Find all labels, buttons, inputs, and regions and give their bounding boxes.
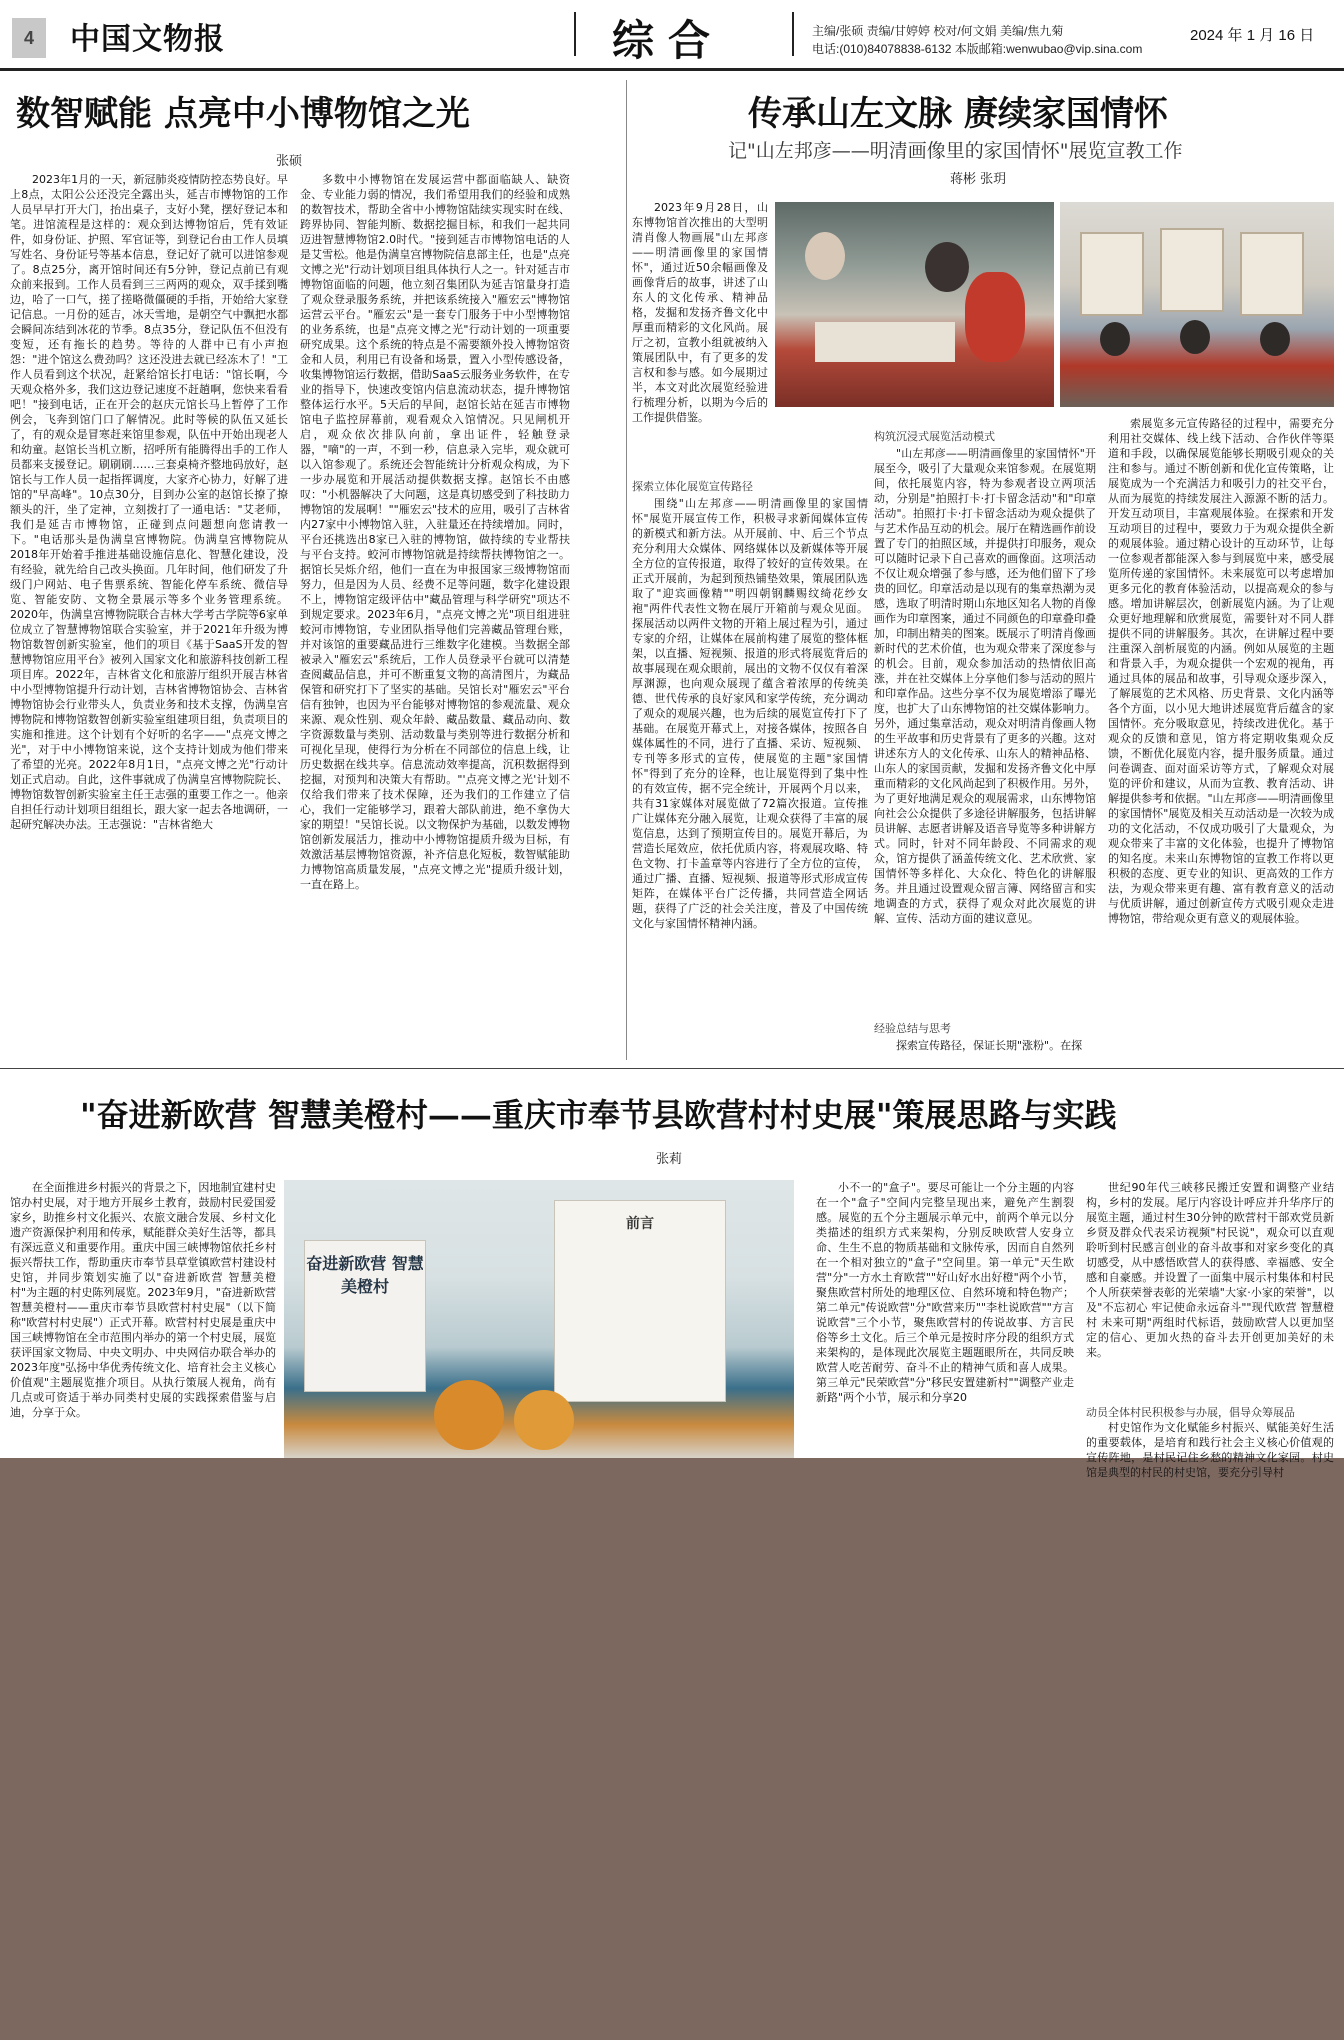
section-divider	[0, 1068, 1344, 1069]
article3-text-3: 世纪90年代三峡移民搬迁安置和调整产业结构，乡村的发展。尾厅内容设计呼应并升华序厅的展览主题，通过村生30分钟的欧营村干部欢党员新乡贤及群众代表采访视频"村民说"，观众可以直观聆听到村民感言创业的奋斗故事和对家乡变化的真切感受，从中感悟欧营人的获得感、幸福感、安全感和自豪感。并设置了一面集中展示村集体和村民个人所获荣誉表彰的光荣墙"大家·小家的荣誉"，以及"不忘初心 牢记使命永远奋斗""现代欧营 智慧橙村 未来可期"两组时代标语，鼓励欧营人以更加坚定的信心、更加火热的奋斗去开创更加美好的未来。	[1086, 1181, 1334, 1359]
preface-title: 前言	[626, 1216, 654, 1232]
article1-column-2	[300, 172, 570, 1052]
issue-date: 2024 年 1 月 16 日	[1190, 27, 1315, 44]
exhibition-photo-hall	[1060, 202, 1334, 407]
article2-column-c	[1108, 416, 1334, 1056]
article2-subtitle: 记"山左邦彦——明清画像里的家国情怀"展览宣教工作	[728, 140, 1183, 162]
contact-line: 电话:(010)84078838-6132 本版邮箱:wenwubao@vip.sina.com	[812, 42, 1143, 56]
article2-text-b-end: 探索宣传路径，保证长期"涨粉"。在探	[896, 1039, 1083, 1052]
visitor-figure	[805, 232, 845, 280]
article2-author: 蒋彬 张玥	[950, 172, 1007, 187]
article2-column-a	[632, 496, 868, 1056]
header-divider	[792, 12, 794, 56]
foreword-panel	[304, 1240, 426, 1392]
article2-column-b-end	[874, 1038, 1096, 1056]
article2-subhead-3: 经验总结与思考	[874, 1022, 951, 1035]
visitor-figure	[1260, 322, 1290, 356]
article2-title: 传承山左文脉 赓续家国情怀	[748, 94, 1168, 134]
section-title: 综合	[612, 16, 725, 65]
article2-subhead-1: 探索立体化展览宣传路径	[632, 480, 753, 493]
article3-author: 张莉	[656, 1152, 683, 1167]
visitor-figure	[965, 272, 1025, 362]
article3-column-3-end	[1086, 1420, 1334, 1479]
article3-text-1: 在全面推进乡村振兴的背景之下，因地制宜建村史馆办村史展，对于地方开展乡土教育，鼓励村民爱国爱家乡，助推乡村文化振兴、农旅文融合发展、乡村文化遗产资源保护利用和传承，赋能群众美好生活等，都具有深远意义和重要作用。重庆中国三峡博物馆依托乡村振兴帮扶工作，帮助重庆市奉节县草堂镇欧营村建设村史馆，并同步策划实施了以"奋进新欧营 智慧美橙村"为主题的村史陈列展览。2023年9月，"奋进新欧营 智慧美橙村——重庆市奉节县欧营村村史展"（以下简称"欧营村村史展"）正式开幕。欧营村村史展是重庆中国三峡博物馆在全市范围内举办的第一个村史展，展览获评国家文物局、中央文明办、中央网信办联合举办的2023年度"弘扬中华优秀传统文化、培育社会主义核心价值观"主题展览推介项目。从执行策展人视角，尚有几点或可资适于举办同类村史展的实践探索借鉴与启迪，分享于众。	[10, 1181, 276, 1419]
orange-basket	[514, 1390, 574, 1450]
article1-title: 数智赋能 点亮中小博物馆之光	[16, 94, 470, 134]
article3-column-2	[816, 1180, 1074, 1458]
orange-basket	[434, 1380, 504, 1450]
masthead: 中国文物报	[70, 22, 225, 57]
column-divider	[626, 80, 627, 1060]
page-number: 4	[12, 18, 46, 58]
article3-subhead: 动员全体村民积极参与办展，倡导众筹展品	[1086, 1406, 1295, 1419]
article1-author: 张硕	[276, 154, 303, 169]
visitor-figure	[1180, 320, 1210, 354]
portrait-frame	[1080, 232, 1144, 316]
preface-wall	[554, 1200, 726, 1402]
article2-column-b	[874, 446, 1096, 1016]
article2-text-a: 围绕"山左邦彦——明清画像里的家国情怀"展览开展宣传工作，积极寻求新闻媒体宣传的新模式和新方法。从开展前、中、后三个节点充分利用大众媒体、网络媒体以及新媒体等开展全方位的宣传报道，取得了较好的宣传效果。在正式开展前，为起到预热铺垫效果，策展团队选取了"迎宾画像精""明四朝钢麟赐纹绮花纱女袍"两件代表性文物在展厅开箱前与观众见面。探展活动以两件文物的开箱上展过程为引，通过专家的介绍，让媒体在展前构建了展览的整体框架，以直播、短视频、报道的形式将展览背后的故事展现在观众眼前，展出的文物不仅仅有着深厚渊源，也向观众展现了蕴含着浓厚的传统美德、世代传承的良好家风和家学传统，充分调动了观众的观展兴趣，也为后续的展览宣传打下了基础。在展览开幕式上，对接各媒体，按照各自媒体属性的不同，进行了直播、采访、短视频、专刊等多形式的宣传，使展览的主题"家国情怀"得到了充分的诠释，也让展览得到了集中性的有效宣传，据不完全统计，开展两个月以来，共有31家媒体对展览做了72篇次报道。宣传推广让媒体充分融入展览，让观众获得了丰富的展览信息，达到了预期宣传目的。展览开幕后，为营造长尾效应，依托优质内容，将观展攻略、特色文物、打卡盖章等内容进行了全方位的宣传，通过广播、直播、短视频、报道等形式形成宣传矩阵，在媒体平台广泛传播，共同营造全网话题，获得了广泛的社会关注度，普及了中国传统文化与家国情怀精神内涵。	[632, 497, 868, 930]
article1-text-1: 2023年1月的一天，新冠肺炎疫情防控态势良好。早上8点，太阳公公还没完全露出头，延吉市博物馆的工作人员早早打开大门，抬出桌子，支好小凳，摆好登记本和笔。进馆流程是这样的：观众到达博物馆后，凭有效证件，如身份证、护照、军官证等，到登记台由工作人员填写姓名、身份证号等基本信息，登记好了就可以进馆参观了。8点25分，离开馆时间还有5分钟，登记点前已有观众前来报到。工作人员看到三三两两的观众，双手揉到嘴边，哈了一口气，搓了搓略微僵硬的手指，开始给大家登记信息。一月份的延吉，冰天雪地，是朝空气中飘把水都会瞬间冻结到冰花的节季。8点35分，登记队伍不但没有变短，还有拖长的趋势。等待的人群中已有小声抱怨："进个馆这么费劲吗？这还没进去就已经冻木了！"工作人员看到这个状况，赶紧给馆长打电话："馆长啊，今天观众格外多，我们这边登记速度不赶趟啊，您快来看看吧！"接到电话，正在开会的赵庆元馆长马上暂停了工作例会，飞奔到馆门口了解情况。此时等候的队伍又延长了，有的观众是冒寒赶来馆里参观，队伍中开始出现老人和幼童。赵馆长当机立断，招呼所有能腾得出手的工作人员都来支援登记。刷刷刷……三套桌椅齐整地码放好，赵馆长与工作人员一起指挥调度，大家齐心协力，好解了进馆的"早高峰"。10点30分，目到办公室的赵馆长撩了撩额头的汗，坐了定神，立刻拨打了一通电话："艾老师，我们是延吉市博物馆，正碰到点问题想向您请教一下。"电话那头是伪满皇宫博物院。伪满皇宫博物院从2018年开始着手推进基础设施信息化、智慧化建设，没有经验，就先给自己改头换面。几年时间，他们研发了升级门户网站、电子售票系统、智能化停车系统、微信导览、智能安防、文物全景展示等多个业务管理系统。2020年，伪满皇宫博物院联合吉林大学考古学院等6家单位成立了智慧博物馆联合实验室，并于2021年升级为博物馆数智创新实验室，他们的项目《基于SaaS开发的智慧博物馆应用平台》被列入国家文化和旅游科技创新工程项目库。2022年，吉林省文化和旅游厅组织开展吉林省中小型博物馆提升行动计划，吉林省博物馆协会、吉林省博物馆协会行业带头人，负责业务和技术支撑，伪满皇宫博物院和博物馆数智创新实验室组建项目组，负责项目的实施和推进。这个计划有个好听的名字——"点亮文博之光"，对于中小博物馆来说，这个支持计划成为他们带来了希望的光亮。2022年8月1日，"点亮文博之光"行动计划正式启动。自此，这件事就成了伪满皇宫博物院院长、博物馆数智创新实验室主任王志强的重要工作之一。他亲自担任行动计划项目组组长，跟大家一起去各地调研，一起研究解决办法。王志强说："吉林省绝大	[10, 173, 288, 831]
editors-line: 主编/张硕 责编/甘婷婷 校对/何文娟 美编/焦九菊	[812, 24, 1064, 38]
article3-column-3	[1086, 1180, 1334, 1400]
visitor-figure	[925, 242, 969, 292]
header-rule	[0, 68, 1344, 71]
stamp-table	[815, 322, 955, 362]
article3-column-1	[10, 1180, 276, 1458]
article1-column-1	[10, 172, 288, 1052]
portrait-frame	[1240, 232, 1304, 316]
village-history-exhibition-photo	[284, 1180, 794, 1458]
exhibition-photo-visitors	[775, 202, 1054, 407]
header-divider	[574, 12, 576, 56]
article3-text-2: 小不一的"盒子"。要尽可能让一个分主题的内容在一个"盒子"空间内完整呈现出来，避免产生割裂感。展览的五个分主题展示单元中，前两个单元以分类描述的组织方式来架构，分别反映欧营人安身立命、生生不息的物质基础和文脉传承，因而自自然列在一个相对独立的"盒子"空间里。第一单元"天生欧营"分"一方水土育欧营""好山好水出好橙"两个小节，聚焦欧营村所处的地理区位、自然环境和特色物产；第二单元"传说欧营"分"欧营来历""李杜说欧营""方言说欧营"三个小节，聚焦欧营村的传说故事、方言民俗等乡土文化。后三个单元是按时序分段的组织方式来架构的，是体现此次展览主题题眼所在，共同反映欧营人吃苦耐劳、奋斗不止的精神气质和喜人成果。第三单元"民荣欧营"分"移民安置建新村""调整产业走新路"两个小节，展示和分享20	[816, 1181, 1074, 1404]
article2-lead-text: 2023年9月28日，山东博物馆首次推出的大型明清肖像人物画展"山左邦彦——明清画像里的家国情怀"，通过近50余幅画像及画像背后的故事，讲述了山东人的文化传承、精神品格，发掘和发扬齐鲁文化中厚重而精彩的文化风尚。展厅之初，宣教小组就被纳入策展团队中，有了更多的发言权和参与感。如今展期过半，本文对此次展览经验进行梳理分析，以期为今后的工作提供借鉴。	[632, 201, 768, 424]
article1-text-2: 多数中小博物馆在发展运营中都面临缺人、缺资金、专业能力弱的情况，我们希望用我们的经验和成熟的数智技术，帮助全省中小博物馆陆续实现实时在线、跨界协同、智能判断、数据挖掘目标，和我们一起共同迈进智慧博物馆2.0时代。"接到延吉市博物馆电话的人是艾雪松。他是伪满皇宫博物院信息部主任，也是"点亮文博之光"行动计划项目组具体执行人之一。针对延吉市博物馆面临的问题，他立刻召集团队为延吉馆量身打造了观众登录服务系统，并把该系统接入"雁宏云"博物馆运营云平台。"雁宏云"是一套专门服务于中小型博物馆的业务系统，也是"点亮文博之光"行动计划的一项重要研究成果。这个系统的特点是不需要额外投入博物馆资金和人员，利用已有设备和场景，置入小型传感设备，收集博物馆运行数据，借助SaaS云服务业务软件，在专业的指导下，快速改变馆内信息流动状态，提升博物馆整体运行水平。5天后的早间，赵馆长站在延吉市博物馆电子监控屏幕前，观看观众入馆情况。只见闸机开启，观众依次排队向前，拿出证件，轻触登录器，"嘀"的一声，不到一秒，信息录入完毕，观众就可以入馆参观了。系统还会智能统计分析观众构成，为下一步办展览和开展活动提供数据支撑。赵馆长不由感叹："小机器解决了大问题，这是真切感受到了科技助力博物馆的发展啊！""雁宏云"技术的应用，吸引了吉林省内27家中小博物馆入驻，入驻量还在持续增加。同时，平台还挑选出8家已入驻的博物馆，做持续的专业帮扶与平台支持。蛟河市博物馆就是持续帮扶博物馆之一。据馆长吴烁介绍，他们一直在为申报国家三级博物馆而努力，但是因为人员、经费不足等问题，数字化建设跟不上，博物馆定级评估中"藏品管理与科学研究"项达不到规定要求。2023年6月，"点亮文博之光"项目组进驻蛟河市博物馆，专业团队指导他们完善藏品管理台账，并对该馆的重要藏品进行三维数字化建模。当数据全部被录入"雁宏云"系统后，工作人员登录平台就可以清楚查阅藏品信息，并可不断重复文物的高清图片，为藏品保管和研究打下了坚实的基础。吴馆长对"雁宏云"平台信有独钟，也因为平台能够对博物馆的参观流量、观众来源、观众性别、观众年龄、藏品数量、藏品动向、数字资源数量与类别、活动数量与类别等进行数据分析和可视化呈现，使得行为分析在不同部位的信息上线，让历史数据在线共享。信息流动效率提高，沉积数据得到挖掘，对预判和决策大有帮助。"'点亮文博之光'计划不仅给我们带来了技术保障，还为我们的工作建立了信心，我们一定能够学习，跟着大部队前进，绝不拿伪大家的期望！"吴馆长说。以文物保护为基础，以数发博物馆创新发展活力，推动中小博物馆提质升级为目标，有效激活基层博物馆资源，补齐信息化短板，数智赋能助力博物馆高质量发展，"点亮文博之光"提质升级计划，一直在路上。	[300, 173, 570, 891]
article3-text-3-end: 村史馆作为文化赋能乡村振兴、赋能美好生活的重要载体，是培育和践行社会主义核心价值观的宣传阵地，是村民记住乡愁的精神文化家园。村史馆是典型的村民的村史馆，要充分引导村	[1086, 1421, 1334, 1479]
portrait-frame	[1160, 228, 1224, 312]
article2-text-b: "山左邦彦——明清画像里的家国情怀"开展至今，吸引了大量观众来馆参观。在展览期间，依托展览内容，特为参观者设立两项活动，分别是"拍照打卡·打卡留念活动"和"印章活动"。拍照打卡·打卡留念活动为观众提供了与艺术作品互动的机会。展厅在精选画作前设置了专门的拍照区域，并提供打印服务，观众可以随时记录下自己喜欢的画像面。这项活动不仅让观众增强了参与感，还为他们留下了珍贵的回忆。印章活动是以现有的集章热潮为灵感，选取了明清时期山东地区知名人物的肖像画作为印章图案，通过不同颜色的印章叠印叠加，印制出精美的图案。既展示了明清肖像画新时代的艺术价值，也为观众带来了深度参与的机会。目前，观众参加活动的热情依旧高涨，并在社交媒体上分享他们参与活动的照片和印章作品。这些分享不仅为展览增添了曝光度，也扩大了山东博物馆的社交媒体影响力。另外，通过集章活动，观众对明清肖像画人物的生平故事和历史背景有了更多的兴趣。这对讲述东方人的文化传承、山东人的精神品格、山东人的家国贡献，发掘和发扬齐鲁文化中厚重而精彩的文化风尚起到了积极作用。另外，为了更好地满足观众的观展需求，山东博物馆向社会公众提供了多途径讲解服务，包括讲解员讲解、志愿者讲解及语音导览等多种讲解方式。同时，针对不同年龄段、不同需求的观众，馆方提供了涵盖传统文化、艺术欣赏、家国情怀等多样化、大众化、特色化的讲解服务。并且通过设置观众留言簿、网络留言和实地调查的方式，获得了观众对此次展览的讲解、宣传、活动方面的建议意见。	[874, 447, 1096, 925]
article2-text-c: 索展览多元宣传路径的过程中，需要充分利用社交媒体、线上线下活动、合作伙伴等渠道和手段，以确保展览能够长期吸引观众的关注和参与。通过不断创新和优化宣传策略，让展览成为一个充满活力和吸引力的社交平台，从而为展览的持续发展注入源源不断的活力。开发互动项目，丰富观展体验。在探索和开发互动项目的过程中，要致力于为观众提供全新的观展体验。通过精心设计的互动环节，让每一位参观者都能深入参与到展览中来，感受展览所传递的家国情怀。未来展览可以考虑增加更多元化的教育体验活动，以提高观众的参与感。增加讲解层次，创新展览内涵。为了让观众更好地理解和欣赏展览，需要针对不同人群提供不同的讲解服务。其次，在讲解过程中要注重深入剖析展览的内涵。例如从展览的主题和背景入手，为观众提供一个宏观的视角，再通过具体的展品和故事，引导观众逐步深入，了解展览的艺术风格、历史背景、文化内涵等各个方面，以小见大地讲述展览背后蕴含的家国情怀。充分吸取意见，持续改进优化。基于观众的反馈和意见，馆方将定期收集观众反馈，不断优化展览内容，提升服务质量。通过问卷调查、面对面采访等方式，了解观众对展览的评价和建议，从而为宣教、教育活动、讲解提供参考和依据。"山左邦彦——明清画像里的家国情怀"展览及相关互动活动是一次较为成功的文化活动，不仅成功吸引了大量观众，为观众带来了丰富的文化体验，也提升了博物馆的知名度。未来山东博物馆的宣教工作将以更积极的态度、更专业的知识、更高效的工作方法，为观众带来更有趣、富有教育意义的活动与优质讲解，通过创新宣传方式吸引观众走进博物馆，带给观众更有意义的观展体验。	[1108, 417, 1334, 925]
foreword-title: 奋进新欧营 智慧美橙村	[306, 1254, 424, 1296]
article3-title: "奋进新欧营 智慧美橙村——重庆市奉节县欧营村村史展"策展思路与实践	[80, 1096, 1117, 1134]
visitor-figure	[1100, 322, 1130, 356]
article2-lead	[632, 200, 768, 470]
article2-subhead-2: 构筑沉浸式展览活动模式	[874, 430, 995, 443]
